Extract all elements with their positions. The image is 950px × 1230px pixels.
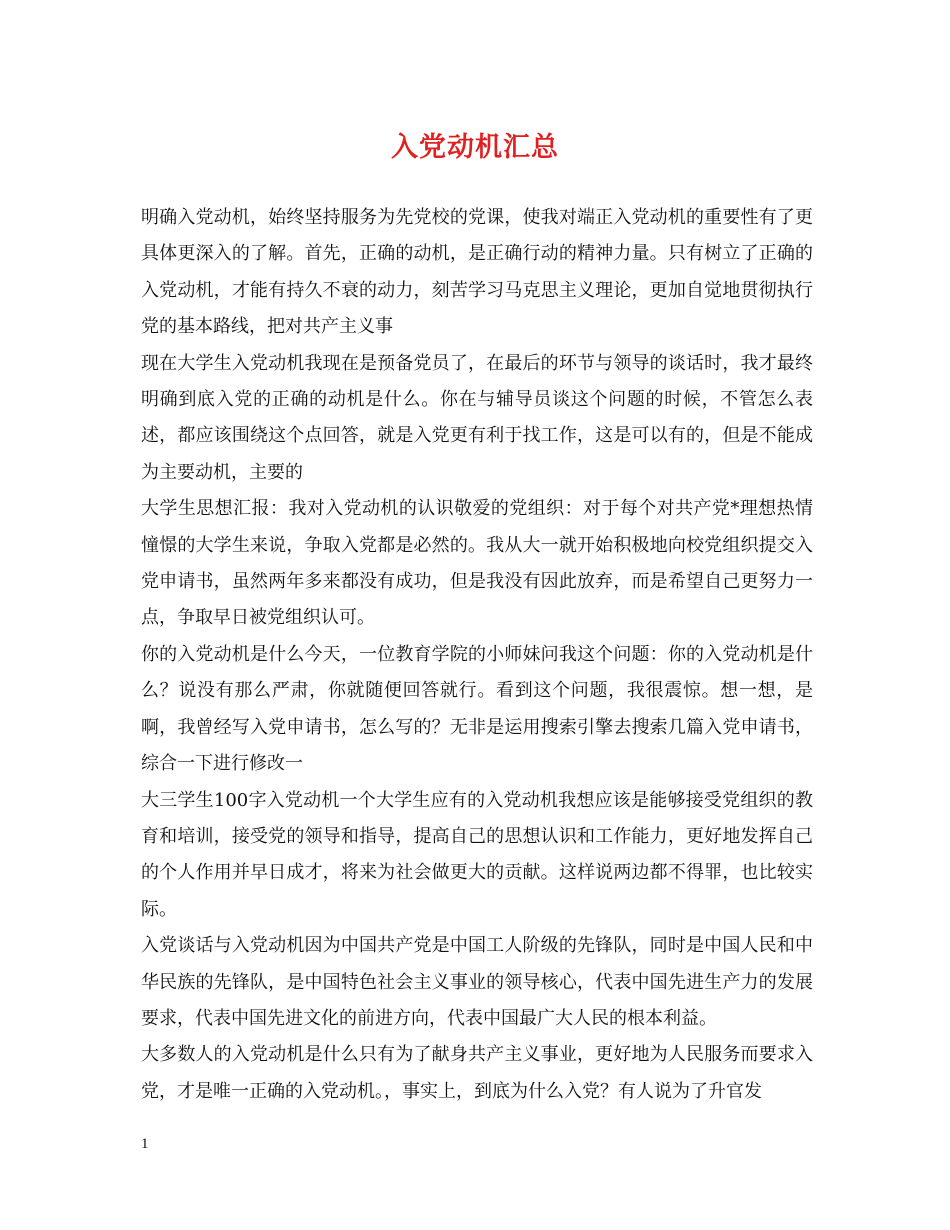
- document-title: 入党动机汇总: [391, 132, 559, 163]
- page-number: 1: [141, 1136, 149, 1152]
- paragraph: 入党谈话与入党动机因为中国共产党是中国工人阶级的先锋队，同时是中国人民和中华民族的先锋队，是中国特色社会主义事业的领导核心，代表中国先进生产力的发展要求，代表中国先进文化的前进方向，代表中国最广大人民的根本利益。: [141, 935, 813, 1029]
- paragraph: 明确入党动机，始终坚持服务为先党校的党课，使我对端正入党动机的重要性有了更具体更深入的了解。首先，正确的动机，是正确行动的精神力量。只有树立了正确的入党动机，才能有持久不衰的动力，刻苦学习马克思主义理论，更加自觉地贯彻执行党的基本路线，把对共产主义事: [141, 207, 813, 338]
- document-body: [141, 200, 813, 1110]
- paragraph: 你的入党动机是什么今天，一位教育学院的小师妹问我这个问题：你的入党动机是什么？说没有那么严肃，你就随便回答就行。看到这个问题，我很震惊。想一想，是啊，我曾经写入党申请书，怎么写的？无非是运用搜索引擎去搜索几篇入党申请书，综合一下进行修改一: [141, 643, 813, 775]
- paragraph: 大多数人的入党动机是什么只有为了献身共产主义事业，更好地为人民服务而要求入党，才是唯一正确的入党动机。，事实上，到底为什么入党？有人说为了升官发: [141, 1044, 813, 1102]
- paragraph: 现在大学生入党动机我现在是预备党员了，在最后的环节与领导的谈话时，我才最终明确到底入党的正确的动机是什么。你在与辅导员谈这个问题的时候，不管怎么表述，都应该围绕这个点回答，就是入党更有利于找工作，这是可以有的，但是不能成为主要动机，主要的: [141, 352, 813, 483]
- paragraph: 大三学生100字入党动机一个大学生应有的入党动机我想应该是能够接受党组织的教育和培训，接受党的领导和指导，提高自己的思想认识和工作能力，更好地发挥自己的个人作用并早日成才，将来为社会做更大的贡献。这样说两边都不得罪，也比较实际。: [141, 789, 813, 920]
- paragraph: 大学生思想汇报：我对入党动机的认识敬爱的党组织：对于每个对共产党*理想热情憧憬的大学生来说，争取入党都是必然的。我从大一就开始积极地向校党组织提交入党申请书，虽然两年多来都没有成功，但是我没有因此放弃，而是希望自己更努力一点，争取早日被党组织认可。: [141, 498, 813, 629]
